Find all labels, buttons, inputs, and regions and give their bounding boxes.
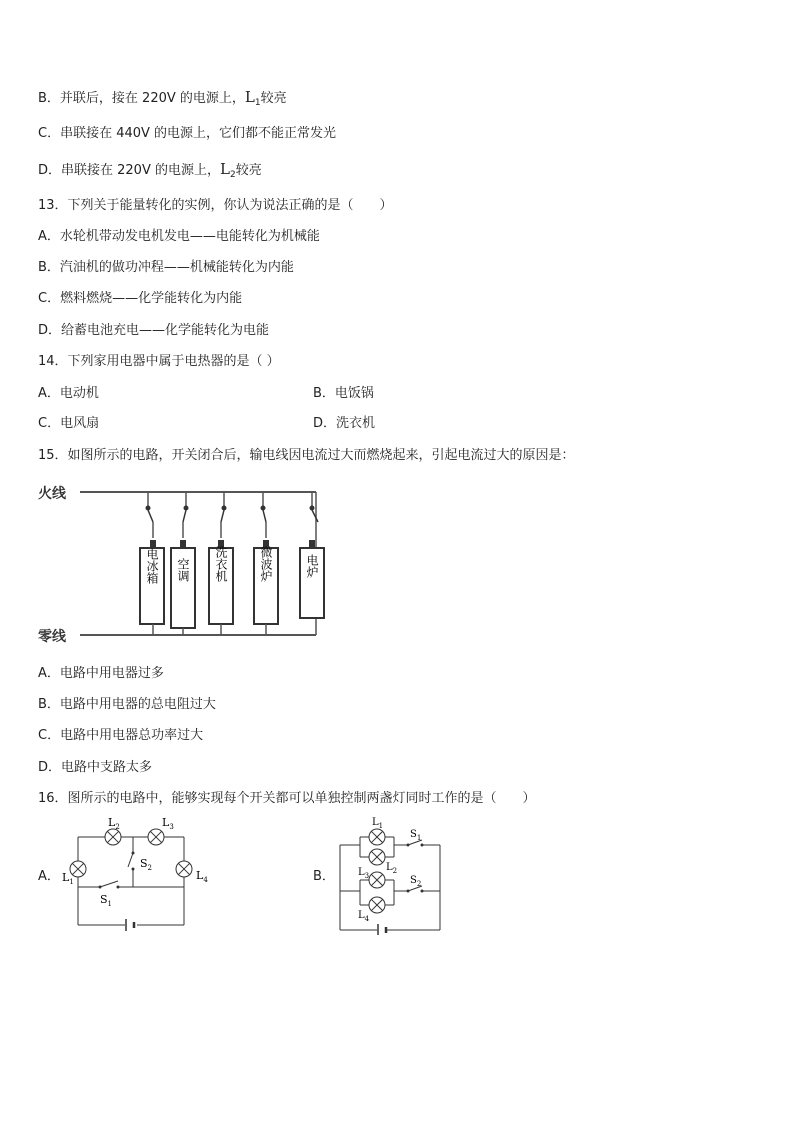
q15-option-b: B．电路中用电器的总电阻过大 — [38, 697, 216, 712]
live-wire-label: 火线 — [38, 486, 66, 502]
appliance-branch-4 — [254, 492, 278, 635]
circuit-a-l3: $L_3$ — [162, 816, 174, 831]
q14-stem: 14．下列家用电器中属于电热器的是（ ） — [38, 354, 280, 369]
lamp-icon — [148, 829, 164, 845]
switch-icon — [263, 510, 266, 522]
circuit-b-s1: $S_1$ — [410, 829, 422, 842]
circuit-b-l4: $L_4$ — [358, 910, 370, 923]
q13-stem: 13．下列关于能量转化的实例，你认为说法正确的是（ ） — [38, 198, 393, 213]
switch-icon — [312, 510, 318, 522]
q15-option-a: A．电路中用电器过多 — [38, 666, 164, 681]
q15-stem: 15．如图所示的电路，开关闭合后，输电线因电流过大而燃烧起来，引起电流过大的原因是： — [38, 448, 575, 463]
lamp-subscript: 2 — [229, 170, 236, 180]
circuit-b-l2: $L_2$ — [386, 862, 398, 875]
q14-option-b: B．电饭锅 — [313, 386, 374, 401]
neutral-wire-label: 零线 — [38, 629, 66, 645]
switch-icon — [183, 510, 186, 522]
circuit-a-s1: $S_1$ — [100, 893, 113, 908]
household-circuit-figure — [36, 478, 336, 648]
lamp-icon — [70, 861, 86, 877]
circuit-a-l4: $L_4$ — [196, 869, 208, 884]
switch-icon — [221, 510, 224, 522]
lamp-icon — [369, 849, 385, 865]
q15-option-c: C．电路中用电器总功率过大 — [38, 728, 204, 743]
q16-option-a-label: A． — [38, 869, 60, 884]
appliance-label-3: 洗衣机 — [214, 546, 228, 582]
lamp-icon — [105, 829, 121, 845]
lamp-icon — [369, 897, 385, 913]
q12-option-c: C．串联接在 440V 的电源上，它们都不能正常发光 — [38, 126, 337, 141]
q12-option-d-text: D．串联接在 220V 的电源上， — [38, 163, 220, 178]
q16-option-b-label: B． — [313, 869, 335, 884]
lamp-symbol: L — [244, 88, 255, 106]
circuit-a-l1: $L_1$ — [62, 871, 74, 886]
appliance-branch-1 — [140, 492, 164, 635]
q13-option-a: A．水轮机带动发电机发电——电能转化为机械能 — [38, 229, 320, 244]
lamp-symbol: L — [219, 160, 230, 178]
lamp-icon — [176, 861, 192, 877]
circuit-b-l3: $L_3$ — [358, 867, 370, 880]
appliance-branch-3 — [209, 492, 233, 635]
appliance-label-5: 电炉 — [305, 554, 319, 578]
circuit-a-s2: $S_2$ — [140, 857, 153, 872]
switch-icon — [148, 510, 153, 522]
circuit-b-s2: $S_2$ — [410, 875, 422, 888]
q12-option-b-tail: 较亮 — [260, 91, 287, 106]
q12-option-d — [38, 160, 262, 184]
lamp-icon — [369, 872, 385, 888]
q15-option-d: D．电路中支路太多 — [38, 760, 153, 775]
appliance-branch-5 — [300, 492, 324, 618]
q13-option-c: C．燃料燃烧——化学能转化为内能 — [38, 291, 243, 306]
circuit-b-l1: $L_1$ — [372, 817, 384, 830]
lamp-subscript: 1 — [254, 98, 261, 108]
q12-option-b — [38, 88, 287, 112]
appliance-branch-2 — [171, 492, 195, 635]
appliance-label-2: 空调 — [176, 558, 190, 582]
q12-option-d-tail: 较亮 — [235, 163, 262, 178]
circuit-a-figure — [58, 815, 228, 935]
appliance-label-4: 微波炉 — [259, 546, 273, 582]
lamp-icon — [369, 829, 385, 845]
circuit-b-figure — [330, 815, 460, 935]
q13-option-d: D．给蓄电池充电——化学能转化为电能 — [38, 323, 270, 338]
q16-stem: 16．图所示的电路中，能够实现每个开关都可以单独控制两盏灯同时工作的是（ ） — [38, 791, 536, 806]
appliance-label-1: 电冰箱 — [145, 548, 159, 584]
q12-option-b-text: B．并联后，接在 220V 的电源上， — [38, 91, 245, 106]
q14-option-c: C．电风扇 — [38, 416, 100, 431]
circuit-a-l2: $L_2$ — [108, 816, 120, 831]
q14-option-d: D．洗衣机 — [313, 416, 376, 431]
q14-option-a: A．电动机 — [38, 386, 99, 401]
q13-option-b: B．汽油机的做功冲程——机械能转化为内能 — [38, 260, 294, 275]
